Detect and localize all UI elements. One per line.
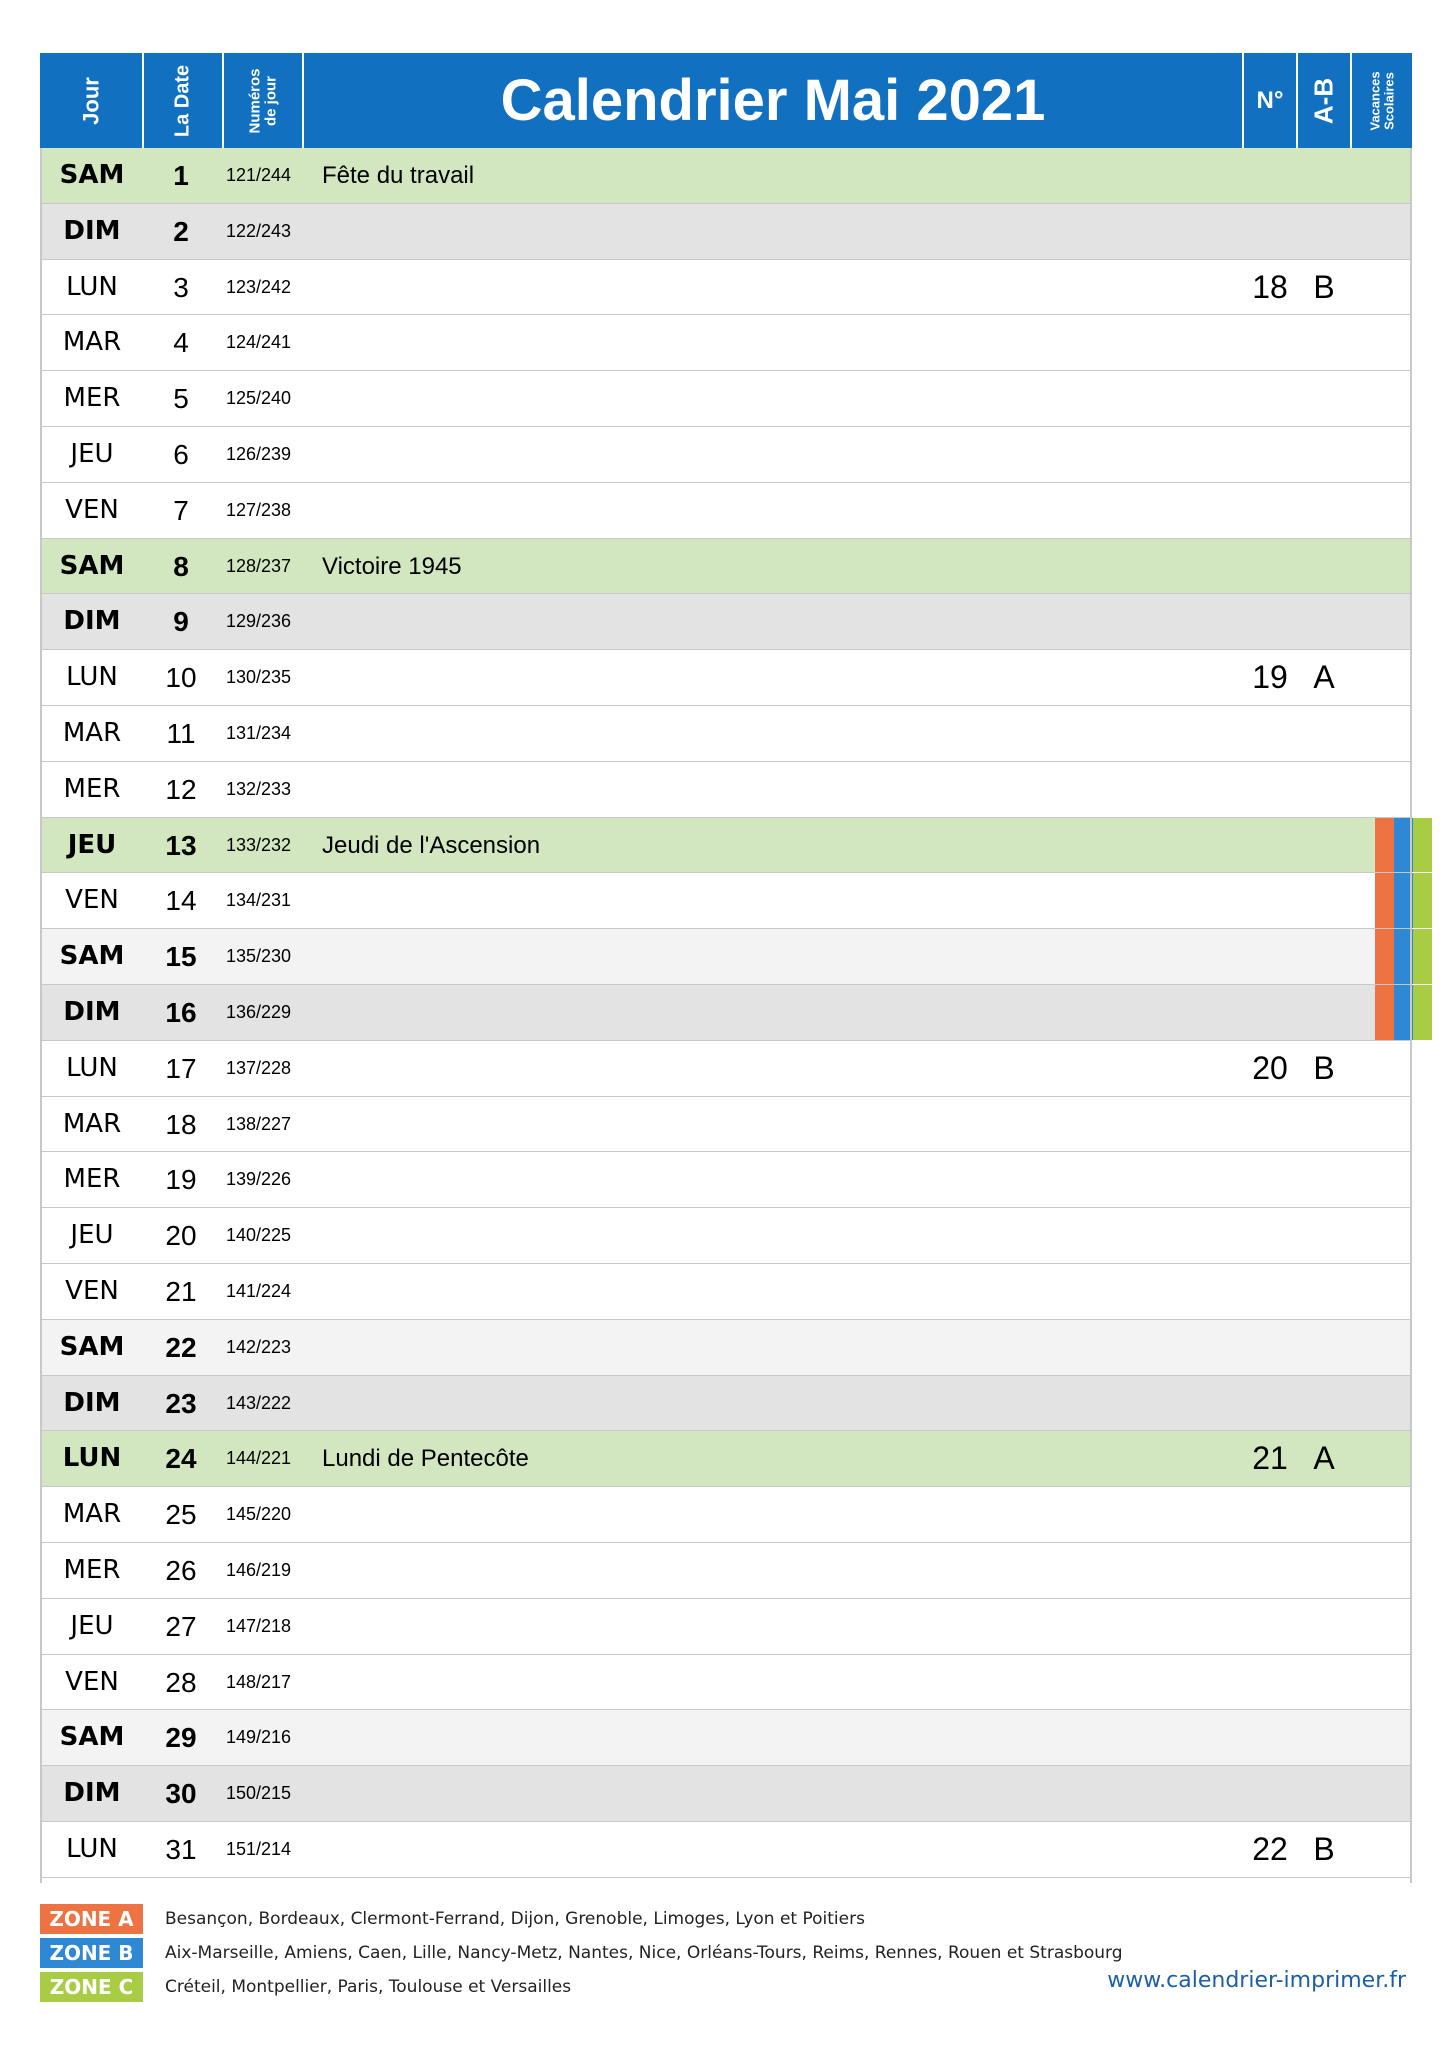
day-name: SAM <box>59 1331 125 1362</box>
day-number: 143/222 <box>226 1392 292 1413</box>
day-number: 127/238 <box>226 499 292 520</box>
day-date: 19 <box>165 1164 197 1196</box>
week-ab: B <box>1313 1830 1335 1867</box>
day-name: JEU <box>70 438 114 469</box>
week-ab <box>1298 1264 1350 1319</box>
day-row <box>40 539 1412 595</box>
week-number: 22 <box>1252 1830 1288 1867</box>
day-row <box>40 1710 1412 1766</box>
vacation-zone-c <box>1413 873 1432 928</box>
day-date: 5 <box>173 383 189 415</box>
day-name: MAR <box>62 1499 122 1530</box>
vacation-zone-c <box>1413 929 1432 984</box>
header-date: La Date <box>171 64 194 137</box>
day-number: 138/227 <box>226 1113 292 1134</box>
day-row <box>40 427 1412 483</box>
day-row <box>40 1320 1412 1376</box>
day-date: 15 <box>165 941 197 973</box>
day-name: JEU <box>70 1220 114 1251</box>
calendar-table <box>40 53 1412 1878</box>
week-ab: B <box>1313 268 1335 305</box>
day-row <box>40 1655 1412 1711</box>
vacation-zone-a <box>1375 929 1394 984</box>
header-vacances: Vacances Scolaires <box>1367 70 1396 131</box>
week-ab <box>1298 1543 1350 1598</box>
day-name: LUN <box>66 1052 118 1083</box>
day-number: 146/219 <box>226 1559 292 1580</box>
day-name: MER <box>63 773 121 804</box>
week-ab <box>1298 1376 1350 1431</box>
week-number <box>1244 204 1296 259</box>
vacation-zone-c <box>1413 985 1432 1040</box>
day-name: LUN <box>66 1833 118 1864</box>
day-number: 147/218 <box>226 1615 292 1636</box>
day-name: DIM <box>63 1778 121 1809</box>
week-number <box>1244 148 1296 203</box>
week-number <box>1244 1766 1296 1821</box>
day-name: LUN <box>62 1443 122 1474</box>
week-ab <box>1298 1487 1350 1542</box>
week-number <box>1244 315 1296 370</box>
day-date: 30 <box>165 1778 197 1810</box>
day-date: 10 <box>165 662 197 694</box>
day-date: 16 <box>165 996 197 1028</box>
day-number: 122/243 <box>226 220 292 241</box>
day-number: 144/221 <box>226 1448 292 1469</box>
week-ab <box>1298 1152 1350 1207</box>
table-left-border <box>40 148 42 1883</box>
day-row <box>40 1766 1412 1822</box>
day-number: 136/229 <box>226 1001 292 1022</box>
day-name: MAR <box>62 327 122 358</box>
day-row <box>40 148 1412 204</box>
week-number <box>1244 706 1296 761</box>
week-ab <box>1298 427 1350 482</box>
day-number: 135/230 <box>226 946 292 967</box>
day-date: 7 <box>173 494 189 526</box>
day-name: SAM <box>59 550 125 581</box>
day-row <box>40 650 1412 706</box>
day-number: 123/242 <box>226 276 292 297</box>
day-number: 149/216 <box>226 1727 292 1748</box>
week-ab: A <box>1313 659 1335 696</box>
week-number <box>1244 1152 1296 1207</box>
day-date: 25 <box>165 1499 197 1531</box>
day-date: 20 <box>165 1220 197 1252</box>
week-number: 18 <box>1252 268 1288 305</box>
day-name: VEN <box>65 1275 119 1306</box>
week-number <box>1244 1710 1296 1765</box>
week-ab <box>1298 706 1350 761</box>
day-row <box>40 1487 1412 1543</box>
day-row <box>40 594 1412 650</box>
zone-a-badge: ZONE A <box>40 1904 143 1934</box>
day-name: LUN <box>66 662 118 693</box>
day-number: 151/214 <box>226 1838 292 1859</box>
day-row <box>40 1097 1412 1153</box>
week-number <box>1244 762 1296 817</box>
week-number: 19 <box>1252 659 1288 696</box>
day-row <box>40 706 1412 762</box>
week-ab <box>1298 1320 1350 1375</box>
day-event: Fête du travail <box>322 162 475 189</box>
day-row <box>40 1599 1412 1655</box>
week-number <box>1244 1376 1296 1431</box>
day-number: 145/220 <box>226 1504 292 1525</box>
day-date: 3 <box>173 271 189 303</box>
week-ab <box>1298 1655 1350 1710</box>
week-number <box>1244 1487 1296 1542</box>
day-row <box>40 483 1412 539</box>
day-date: 22 <box>165 1331 197 1363</box>
day-event: Victoire 1945 <box>322 552 462 580</box>
day-number: 142/223 <box>226 1336 292 1357</box>
day-number: 128/237 <box>226 555 292 576</box>
header-title-cell <box>304 53 1244 148</box>
day-row <box>40 371 1412 427</box>
day-date: 31 <box>165 1833 197 1865</box>
day-number: 126/239 <box>226 443 292 464</box>
day-date: 9 <box>173 606 189 638</box>
day-date: 26 <box>165 1554 197 1586</box>
vacation-zone-a <box>1375 873 1394 928</box>
week-ab <box>1298 818 1350 873</box>
vacation-zone-a <box>1375 818 1394 873</box>
day-number: 131/234 <box>226 722 292 743</box>
header-vacances-cell <box>1352 53 1412 148</box>
week-number <box>1244 1264 1296 1319</box>
day-name: DIM <box>63 606 121 637</box>
week-ab <box>1298 148 1350 203</box>
zone-c-cities: Créteil, Montpellier, Paris, Toulouse et Versailles <box>165 1977 572 1997</box>
day-number: 139/226 <box>226 1169 292 1190</box>
day-name: DIM <box>63 1387 121 1418</box>
vacation-zone-c <box>1413 818 1432 873</box>
day-number: 148/217 <box>226 1671 292 1692</box>
day-date: 18 <box>165 1108 197 1140</box>
header-ab-cell <box>1298 53 1352 148</box>
day-row <box>40 1822 1412 1878</box>
day-name: LUN <box>66 271 118 302</box>
zone-b-cities: Aix-Marseille, Amiens, Caen, Lille, Nancy-Metz, Nantes, Nice, Orléans-Tours, Reims, Rennes, Rouen et Strasbourg <box>165 1943 1123 1963</box>
day-row <box>40 1152 1412 1208</box>
week-number <box>1244 427 1296 482</box>
day-number: 140/225 <box>226 1225 292 1246</box>
day-date: 8 <box>173 550 189 582</box>
week-ab <box>1298 762 1350 817</box>
week-ab <box>1298 1208 1350 1263</box>
week-number <box>1244 929 1296 984</box>
day-event: Jeudi de l'Ascension <box>322 831 541 859</box>
day-name: DIM <box>63 215 121 246</box>
week-ab <box>1298 204 1350 259</box>
header-semaine: N° <box>1256 87 1284 114</box>
header-date-cell <box>144 53 224 148</box>
day-row <box>40 1376 1412 1432</box>
week-number <box>1244 371 1296 426</box>
day-name: VEN <box>65 494 119 525</box>
day-name: MER <box>63 1554 121 1585</box>
day-date: 6 <box>173 438 189 470</box>
day-row <box>40 1431 1412 1487</box>
day-date: 28 <box>165 1666 197 1698</box>
day-name: VEN <box>65 1666 119 1697</box>
day-number: 150/215 <box>226 1783 292 1804</box>
day-row <box>40 1264 1412 1320</box>
day-name: SAM <box>59 160 125 190</box>
week-ab <box>1298 594 1350 649</box>
day-name: MER <box>63 1164 121 1195</box>
day-name: VEN <box>65 885 119 916</box>
day-number: 132/233 <box>226 778 292 799</box>
day-row <box>40 985 1412 1041</box>
week-ab: A <box>1313 1440 1335 1477</box>
day-number: 141/224 <box>226 1280 292 1301</box>
day-number: 124/241 <box>226 332 292 353</box>
day-name: MAR <box>62 717 122 748</box>
day-name: MER <box>63 383 121 414</box>
week-number <box>1244 873 1296 928</box>
zone-c-badge: ZONE C <box>40 1972 143 2002</box>
day-row <box>40 204 1412 260</box>
week-ab <box>1298 1766 1350 1821</box>
week-number <box>1244 1599 1296 1654</box>
week-ab <box>1298 929 1350 984</box>
week-number <box>1244 1543 1296 1598</box>
day-number: 125/240 <box>226 388 292 409</box>
header-ab: A-B <box>1308 77 1339 124</box>
day-name: DIM <box>63 996 121 1027</box>
week-number <box>1244 594 1296 649</box>
day-date: 27 <box>165 1610 197 1642</box>
day-date: 2 <box>173 215 189 247</box>
week-number <box>1244 539 1296 594</box>
week-ab <box>1298 985 1350 1040</box>
day-row <box>40 1208 1412 1264</box>
day-number: 133/232 <box>226 834 292 855</box>
week-number <box>1244 1655 1296 1710</box>
day-row <box>40 1041 1412 1097</box>
day-number: 130/235 <box>226 667 292 688</box>
day-number: 134/231 <box>226 890 292 911</box>
day-number: 137/228 <box>226 1057 292 1078</box>
zone-b-badge: ZONE B <box>40 1938 143 1968</box>
week-ab: B <box>1313 1049 1335 1086</box>
day-date: 11 <box>166 717 196 749</box>
day-row <box>40 315 1412 371</box>
day-date: 29 <box>165 1722 197 1754</box>
week-ab <box>1298 1097 1350 1152</box>
week-ab <box>1298 1599 1350 1654</box>
header-numeros-cell <box>224 53 304 148</box>
week-ab <box>1298 1710 1350 1765</box>
calendar-rows <box>40 148 1412 1878</box>
day-row <box>40 1543 1412 1599</box>
table-right-border <box>1410 148 1412 1883</box>
day-name: SAM <box>59 941 125 972</box>
day-date: 21 <box>165 1275 197 1307</box>
week-number <box>1244 1320 1296 1375</box>
day-row <box>40 818 1412 874</box>
calendar-header <box>40 53 1412 148</box>
week-ab <box>1298 371 1350 426</box>
week-number <box>1244 818 1296 873</box>
day-name: JEU <box>67 829 117 860</box>
day-name: JEU <box>70 1610 114 1641</box>
day-row <box>40 260 1412 316</box>
day-date: 4 <box>173 327 189 359</box>
week-ab <box>1298 483 1350 538</box>
week-number: 21 <box>1252 1440 1288 1477</box>
week-number <box>1244 1097 1296 1152</box>
week-ab <box>1298 315 1350 370</box>
header-numeros: Numéros de jour <box>246 67 279 134</box>
website-link[interactable]: www.calendrier-imprimer.fr <box>1107 1968 1406 1993</box>
day-name: SAM <box>59 1722 125 1753</box>
day-name: MAR <box>62 1108 122 1139</box>
day-row <box>40 873 1412 929</box>
header-semaine-cell <box>1244 53 1298 148</box>
page-title: Calendrier Mai 2021 <box>500 68 1046 133</box>
vacation-zone-a <box>1375 985 1394 1040</box>
day-number: 129/236 <box>226 611 292 632</box>
week-number <box>1244 483 1296 538</box>
day-number: 121/244 <box>226 165 292 185</box>
header-jour-cell <box>40 53 144 148</box>
day-date: 1 <box>173 160 189 191</box>
day-row <box>40 762 1412 818</box>
day-date: 14 <box>165 885 197 917</box>
week-number <box>1244 1208 1296 1263</box>
week-number <box>1244 985 1296 1040</box>
header-jour: Jour <box>78 76 104 125</box>
week-ab <box>1298 873 1350 928</box>
week-number: 20 <box>1252 1049 1288 1086</box>
day-date: 24 <box>165 1443 197 1475</box>
day-date: 13 <box>165 829 197 861</box>
day-event: Lundi de Pentecôte <box>322 1445 529 1473</box>
zone-a-cities: Besançon, Bordeaux, Clermont-Ferrand, Dijon, Grenoble, Limoges, Lyon et Poitiers <box>165 1909 865 1929</box>
day-date: 17 <box>165 1052 197 1084</box>
day-date: 23 <box>165 1387 197 1419</box>
day-date: 12 <box>165 773 197 805</box>
week-ab <box>1298 539 1350 594</box>
day-row <box>40 929 1412 985</box>
